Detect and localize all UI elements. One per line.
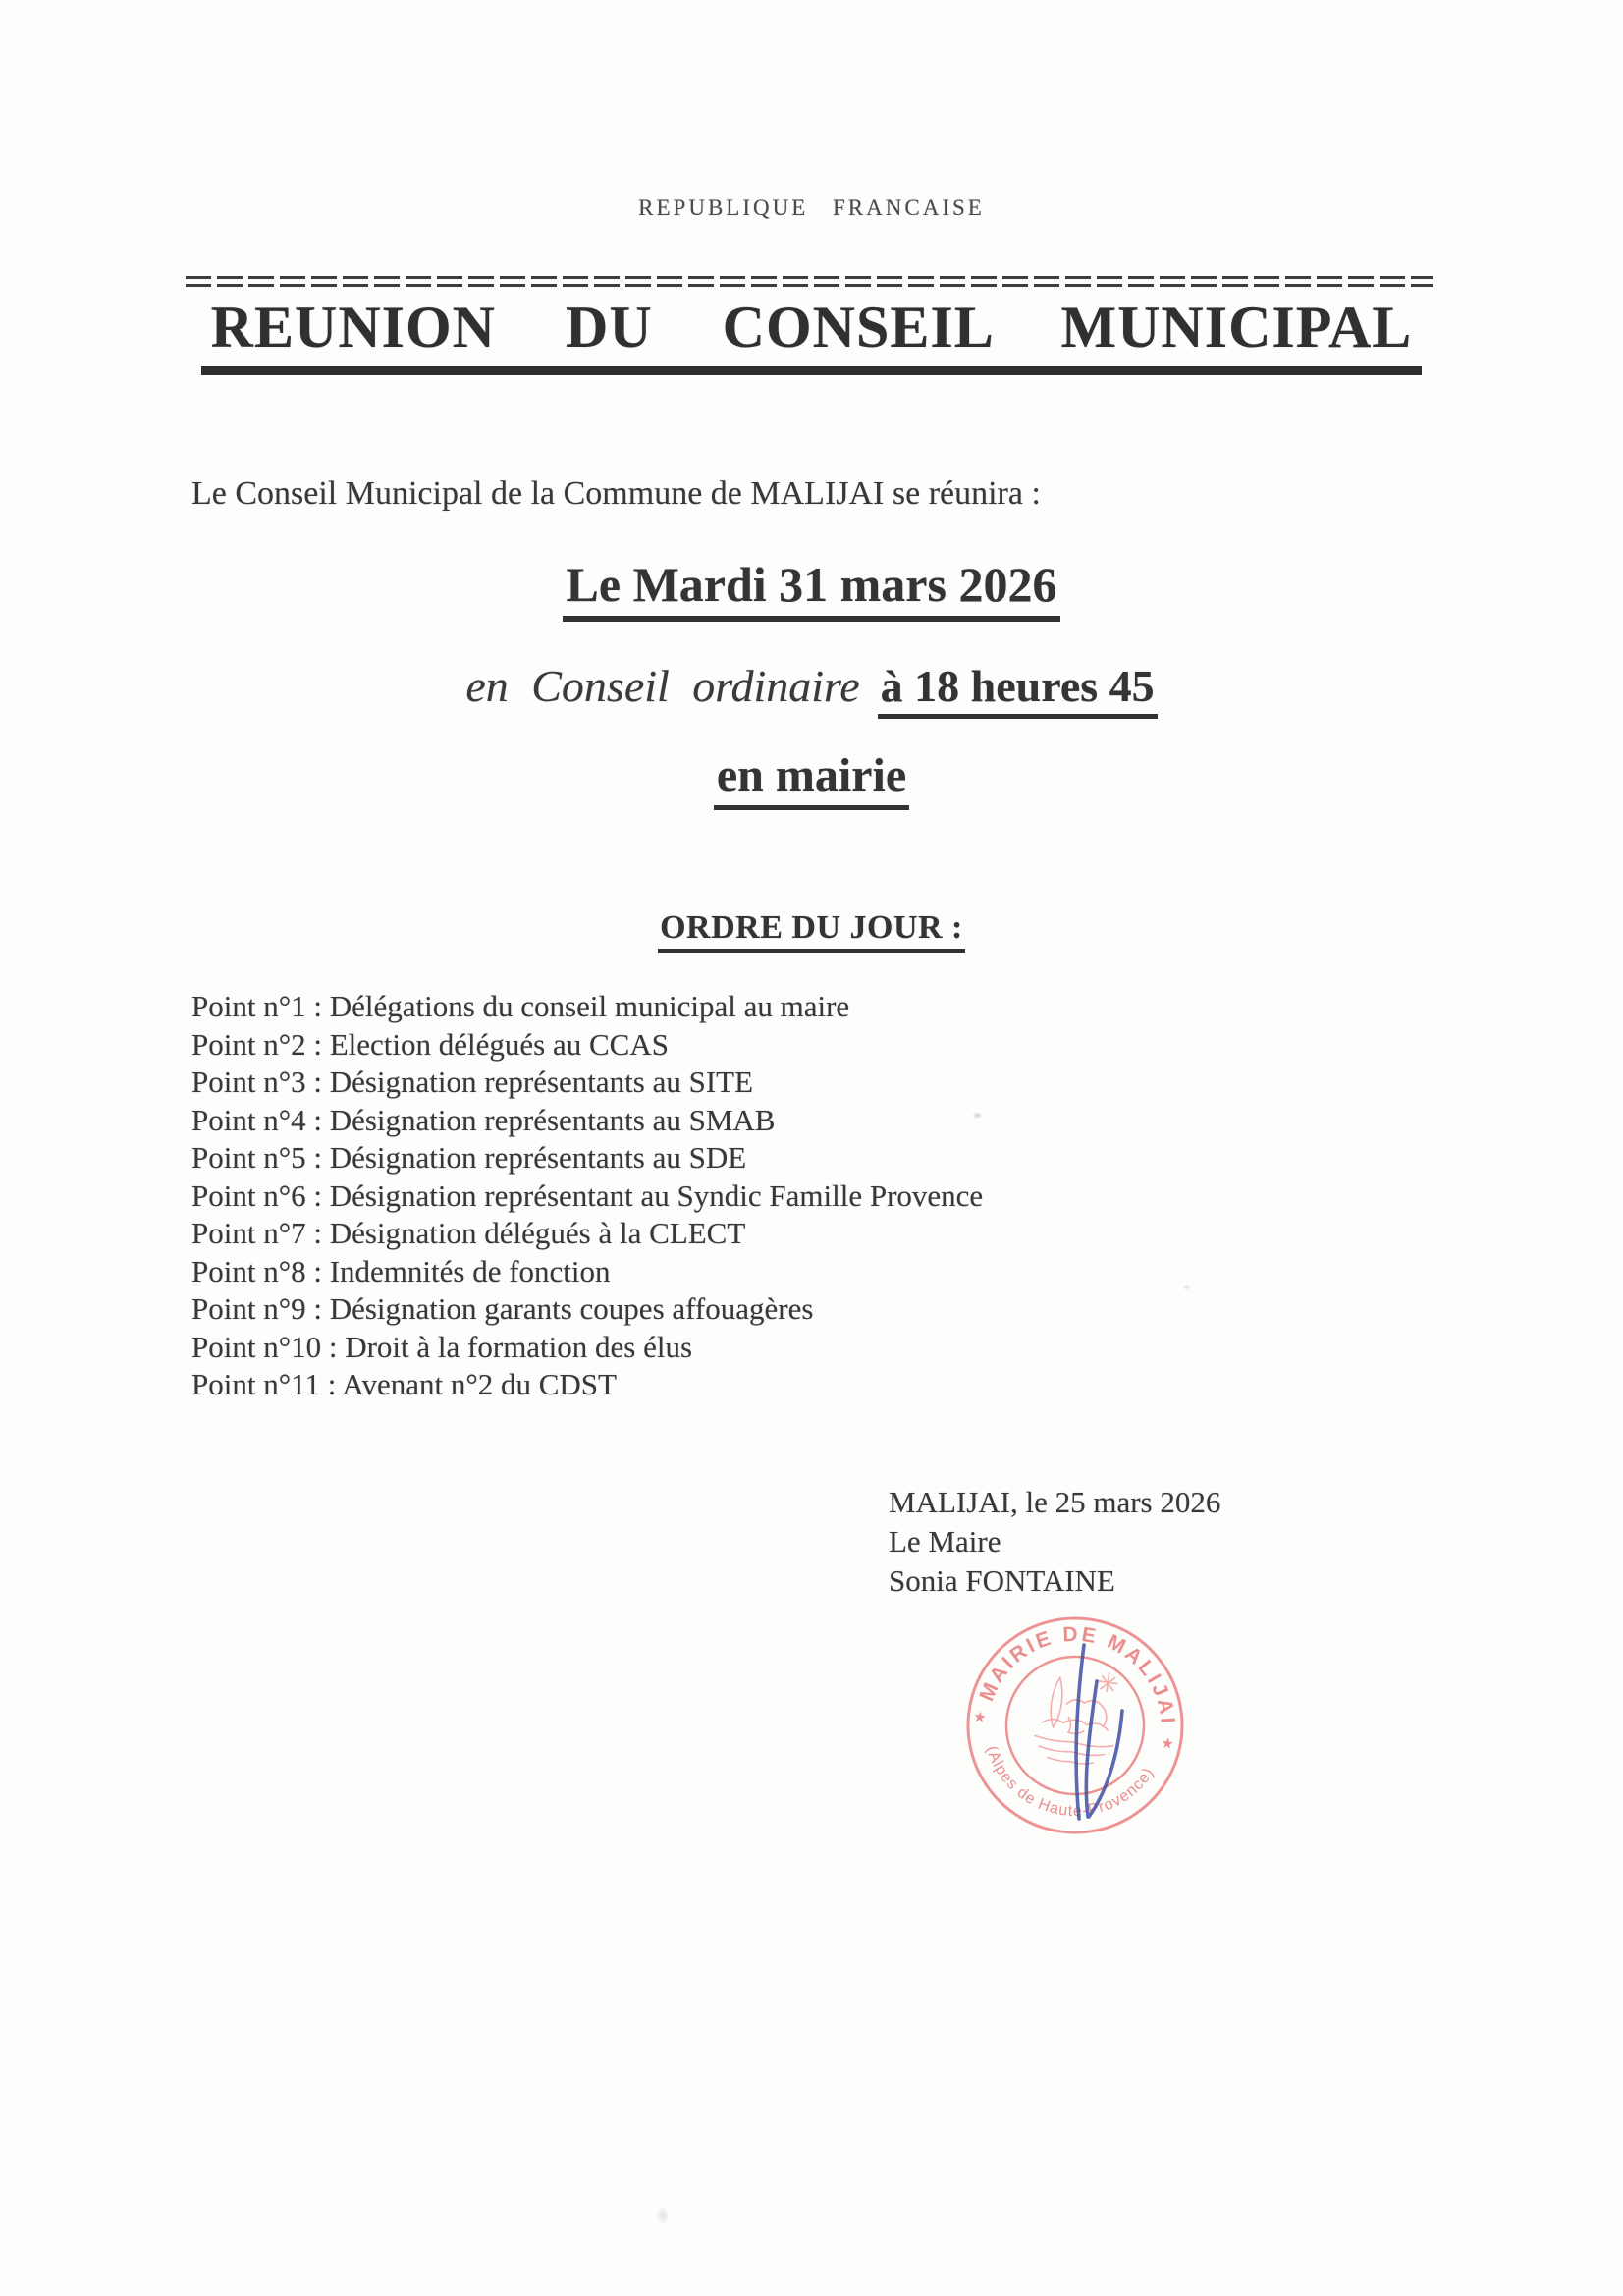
agenda-item: Point n°11 : Avenant n°2 du CDST (191, 1367, 617, 1401)
agenda-item: Point n°3 : Désignation représentants au SITE (191, 1065, 754, 1099)
dash-row-top (186, 276, 1433, 279)
scan-speck (656, 2206, 670, 2225)
agenda-item: Point n°7 : Désignation délégués à la CLECT (191, 1216, 746, 1250)
meeting-place: en mairie (714, 748, 909, 810)
meeting-date: Le Mardi 31 mars 2026 (563, 556, 1061, 622)
signature-role: Le Maire (889, 1524, 1001, 1558)
agenda-item: Point n°10 : Droit à la formation des élus (191, 1329, 693, 1364)
meeting-time: à 18 heures 45 (878, 660, 1158, 719)
divider-double-dashed-rule (186, 276, 1433, 287)
agenda-heading: ORDRE DU JOUR : (658, 909, 965, 953)
stamp-star-right-icon: ★ (1160, 1735, 1175, 1754)
document-title: REUNION DU CONSEIL MUNICIPAL (201, 297, 1423, 375)
scan-speck (1182, 1285, 1191, 1290)
agenda-item: Point n°9 : Désignation garants coupes affouagères (191, 1291, 814, 1326)
meeting-mode: en Conseil ordinaire (465, 661, 860, 711)
scan-speck (972, 1112, 983, 1119)
signature-name: Sonia FONTAINE (889, 1563, 1115, 1598)
agenda-item: Point n°6 : Désignation représentant au Syndic Famille Provence (191, 1177, 984, 1213)
handwritten-signature (1021, 1620, 1149, 1836)
signature-place-date: MALIJAI, le 25 mars 2026 (889, 1485, 1221, 1519)
stamp-bottom-text: (Alpes de Haute-Provence) (982, 1744, 1158, 1821)
dash-row-bottom (186, 284, 1433, 287)
agenda-list (191, 988, 983, 1404)
stamp-top-text: MAIRIE DE MALIJAI (975, 1622, 1179, 1727)
republique-francaise-header: REPUBLIQUE FRANCAISE (638, 195, 985, 220)
agenda-item: Point n°2 : Election délégués au CCAS (191, 1026, 669, 1062)
agenda-item: Point n°8 : Indemnités de fonction (191, 1253, 611, 1288)
signature-block (889, 1483, 1220, 1601)
intro-sentence: Le Conseil Municipal de la Commune de MALIJAI se réunira : (191, 475, 1041, 512)
agenda-item: Point n°5 : Désignation représentants au SDE (191, 1140, 747, 1175)
agenda-item: Point n°1 : Délégations du conseil municipal au maire (191, 989, 850, 1023)
agenda-item: Point n°4 : Désignation représentants au SMAB (191, 1102, 776, 1137)
stamp-star-left-icon: ★ (972, 1709, 988, 1727)
